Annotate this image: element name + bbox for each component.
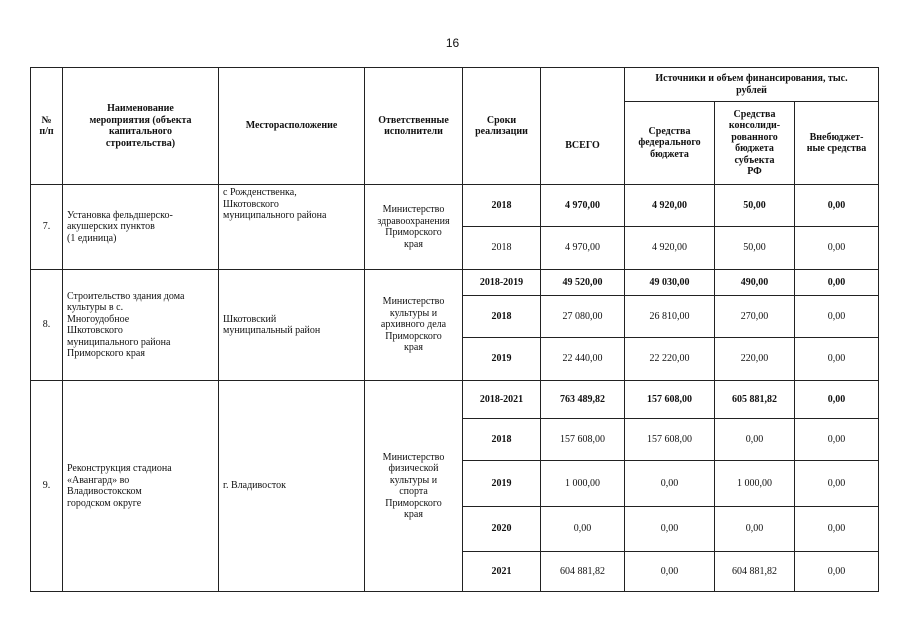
header-federal-text: Средства федерального бюджета	[638, 125, 701, 160]
item-name-text: Строительство здания дома культуры в с. Многоудобное Шкотовского муниципального района Приморского края	[67, 290, 185, 359]
header-period	[463, 68, 541, 185]
cell-consolidated: 1 000,00	[715, 461, 795, 507]
cell-federal: 22 220,00	[625, 338, 715, 381]
item-location-text: Шкотовский муниципальный район	[223, 313, 321, 336]
cell-total: 22 440,00	[541, 338, 625, 381]
cell-consolidated: 220,00	[715, 338, 795, 381]
item-name-text: Установка фельдшерско- акушерских пунктов (1 единица)	[67, 209, 173, 244]
cell-total: 4 970,00	[541, 227, 625, 270]
cell-extra: 0,00	[795, 185, 879, 227]
item-location	[219, 270, 365, 381]
cell-extra: 0,00	[795, 419, 879, 461]
cell-extra: 0,00	[795, 227, 879, 270]
item-location	[219, 185, 365, 270]
cell-period: 2018	[463, 227, 541, 270]
item-location	[219, 381, 365, 592]
item-responsible-text: Министерство культуры и архивного дела Приморского края	[380, 296, 447, 354]
table-row	[31, 270, 879, 296]
cell-period: 2019	[463, 338, 541, 381]
cell-extra: 0,00	[795, 552, 879, 592]
page-number: 16	[445, 36, 460, 50]
header-period-text: Сроки реализации	[475, 114, 528, 137]
item-location-text: с Рожденственка, Шкотовского муниципального района	[223, 187, 327, 221]
cell-consolidated: 270,00	[715, 296, 795, 338]
cell-total: 49 520,00	[541, 270, 625, 296]
header-sources-group-text: Источники и объем финансирования, тыс. рублей	[655, 73, 848, 96]
cell-federal: 0,00	[625, 507, 715, 552]
cell-extra: 0,00	[795, 507, 879, 552]
cell-federal: 0,00	[625, 552, 715, 592]
cell-consolidated: 604 881,82	[715, 552, 795, 592]
cell-extra: 0,00	[795, 296, 879, 338]
header-total	[541, 68, 625, 185]
financing-table	[30, 67, 879, 592]
header-sources-group	[625, 68, 879, 102]
cell-total: 763 489,82	[541, 381, 625, 419]
cell-total: 4 970,00	[541, 185, 625, 227]
cell-extra: 0,00	[795, 338, 879, 381]
cell-period: 2019	[463, 461, 541, 507]
cell-federal: 26 810,00	[625, 296, 715, 338]
header-extra-budget	[795, 102, 879, 185]
cell-consolidated: 50,00	[715, 227, 795, 270]
table-row	[31, 185, 879, 227]
cell-period: 2018	[463, 419, 541, 461]
header-responsible-text: Ответственные исполнители	[378, 114, 449, 137]
item-num-text: 8.	[42, 319, 51, 331]
cell-consolidated: 50,00	[715, 185, 795, 227]
cell-period: 2018-2019	[463, 270, 541, 296]
header-consolidated	[715, 102, 795, 185]
cell-federal: 157 608,00	[625, 381, 715, 419]
cell-consolidated: 0,00	[715, 419, 795, 461]
item-responsible	[365, 185, 463, 270]
cell-period: 2018	[463, 185, 541, 227]
header-responsible	[365, 68, 463, 185]
item-num-text: 7.	[42, 221, 51, 233]
cell-federal: 0,00	[625, 461, 715, 507]
header-consolidated-text: Средства консолиди- рованного бюджета субъекта РФ	[728, 108, 781, 177]
cell-consolidated: 605 881,82	[715, 381, 795, 419]
item-responsible	[365, 381, 463, 592]
cell-period: 2018	[463, 296, 541, 338]
item-name	[63, 185, 219, 270]
cell-consolidated: 490,00	[715, 270, 795, 296]
header-location-text: Месторасположение	[245, 120, 338, 132]
item-location-text: г. Владивосток	[223, 480, 286, 492]
header-num	[31, 68, 63, 185]
cell-total: 27 080,00	[541, 296, 625, 338]
cell-period: 2020	[463, 507, 541, 552]
item-responsible-text: Министерство физической культуры и спорта Приморского края	[382, 451, 445, 520]
cell-federal: 49 030,00	[625, 270, 715, 296]
cell-total: 1 000,00	[541, 461, 625, 507]
item-num	[31, 270, 63, 381]
header-federal	[625, 102, 715, 185]
item-name-text: Реконструкция стадиона «Авангард» во Владивостокском городском округе	[67, 463, 172, 509]
cell-total: 604 881,82	[541, 552, 625, 592]
cell-federal: 4 920,00	[625, 185, 715, 227]
cell-total: 157 608,00	[541, 419, 625, 461]
cell-extra: 0,00	[795, 270, 879, 296]
cell-extra: 0,00	[795, 461, 879, 507]
cell-federal: 157 608,00	[625, 419, 715, 461]
cell-period: 2018-2021	[463, 381, 541, 419]
cell-total: 0,00	[541, 507, 625, 552]
item-name	[63, 270, 219, 381]
cell-period: 2021	[463, 552, 541, 592]
header-num-text: № п/п	[39, 114, 54, 137]
table-row	[31, 381, 879, 419]
item-num	[31, 381, 63, 592]
cell-consolidated: 0,00	[715, 507, 795, 552]
item-num	[31, 185, 63, 270]
item-responsible-text: Министерство здравоохранения Приморского края	[377, 204, 450, 250]
header-total-text: ВСЕГО	[565, 140, 600, 152]
header-extra-budget-text: Внебюджет- ные средства	[806, 131, 867, 154]
item-name	[63, 381, 219, 592]
cell-extra: 0,00	[795, 381, 879, 419]
header-name-text: Наименование мероприятия (объекта капитального строительства)	[89, 103, 192, 149]
cell-federal: 4 920,00	[625, 227, 715, 270]
header-name	[63, 68, 219, 185]
header-location	[219, 68, 365, 185]
item-responsible	[365, 270, 463, 381]
item-num-text: 9.	[42, 480, 51, 492]
